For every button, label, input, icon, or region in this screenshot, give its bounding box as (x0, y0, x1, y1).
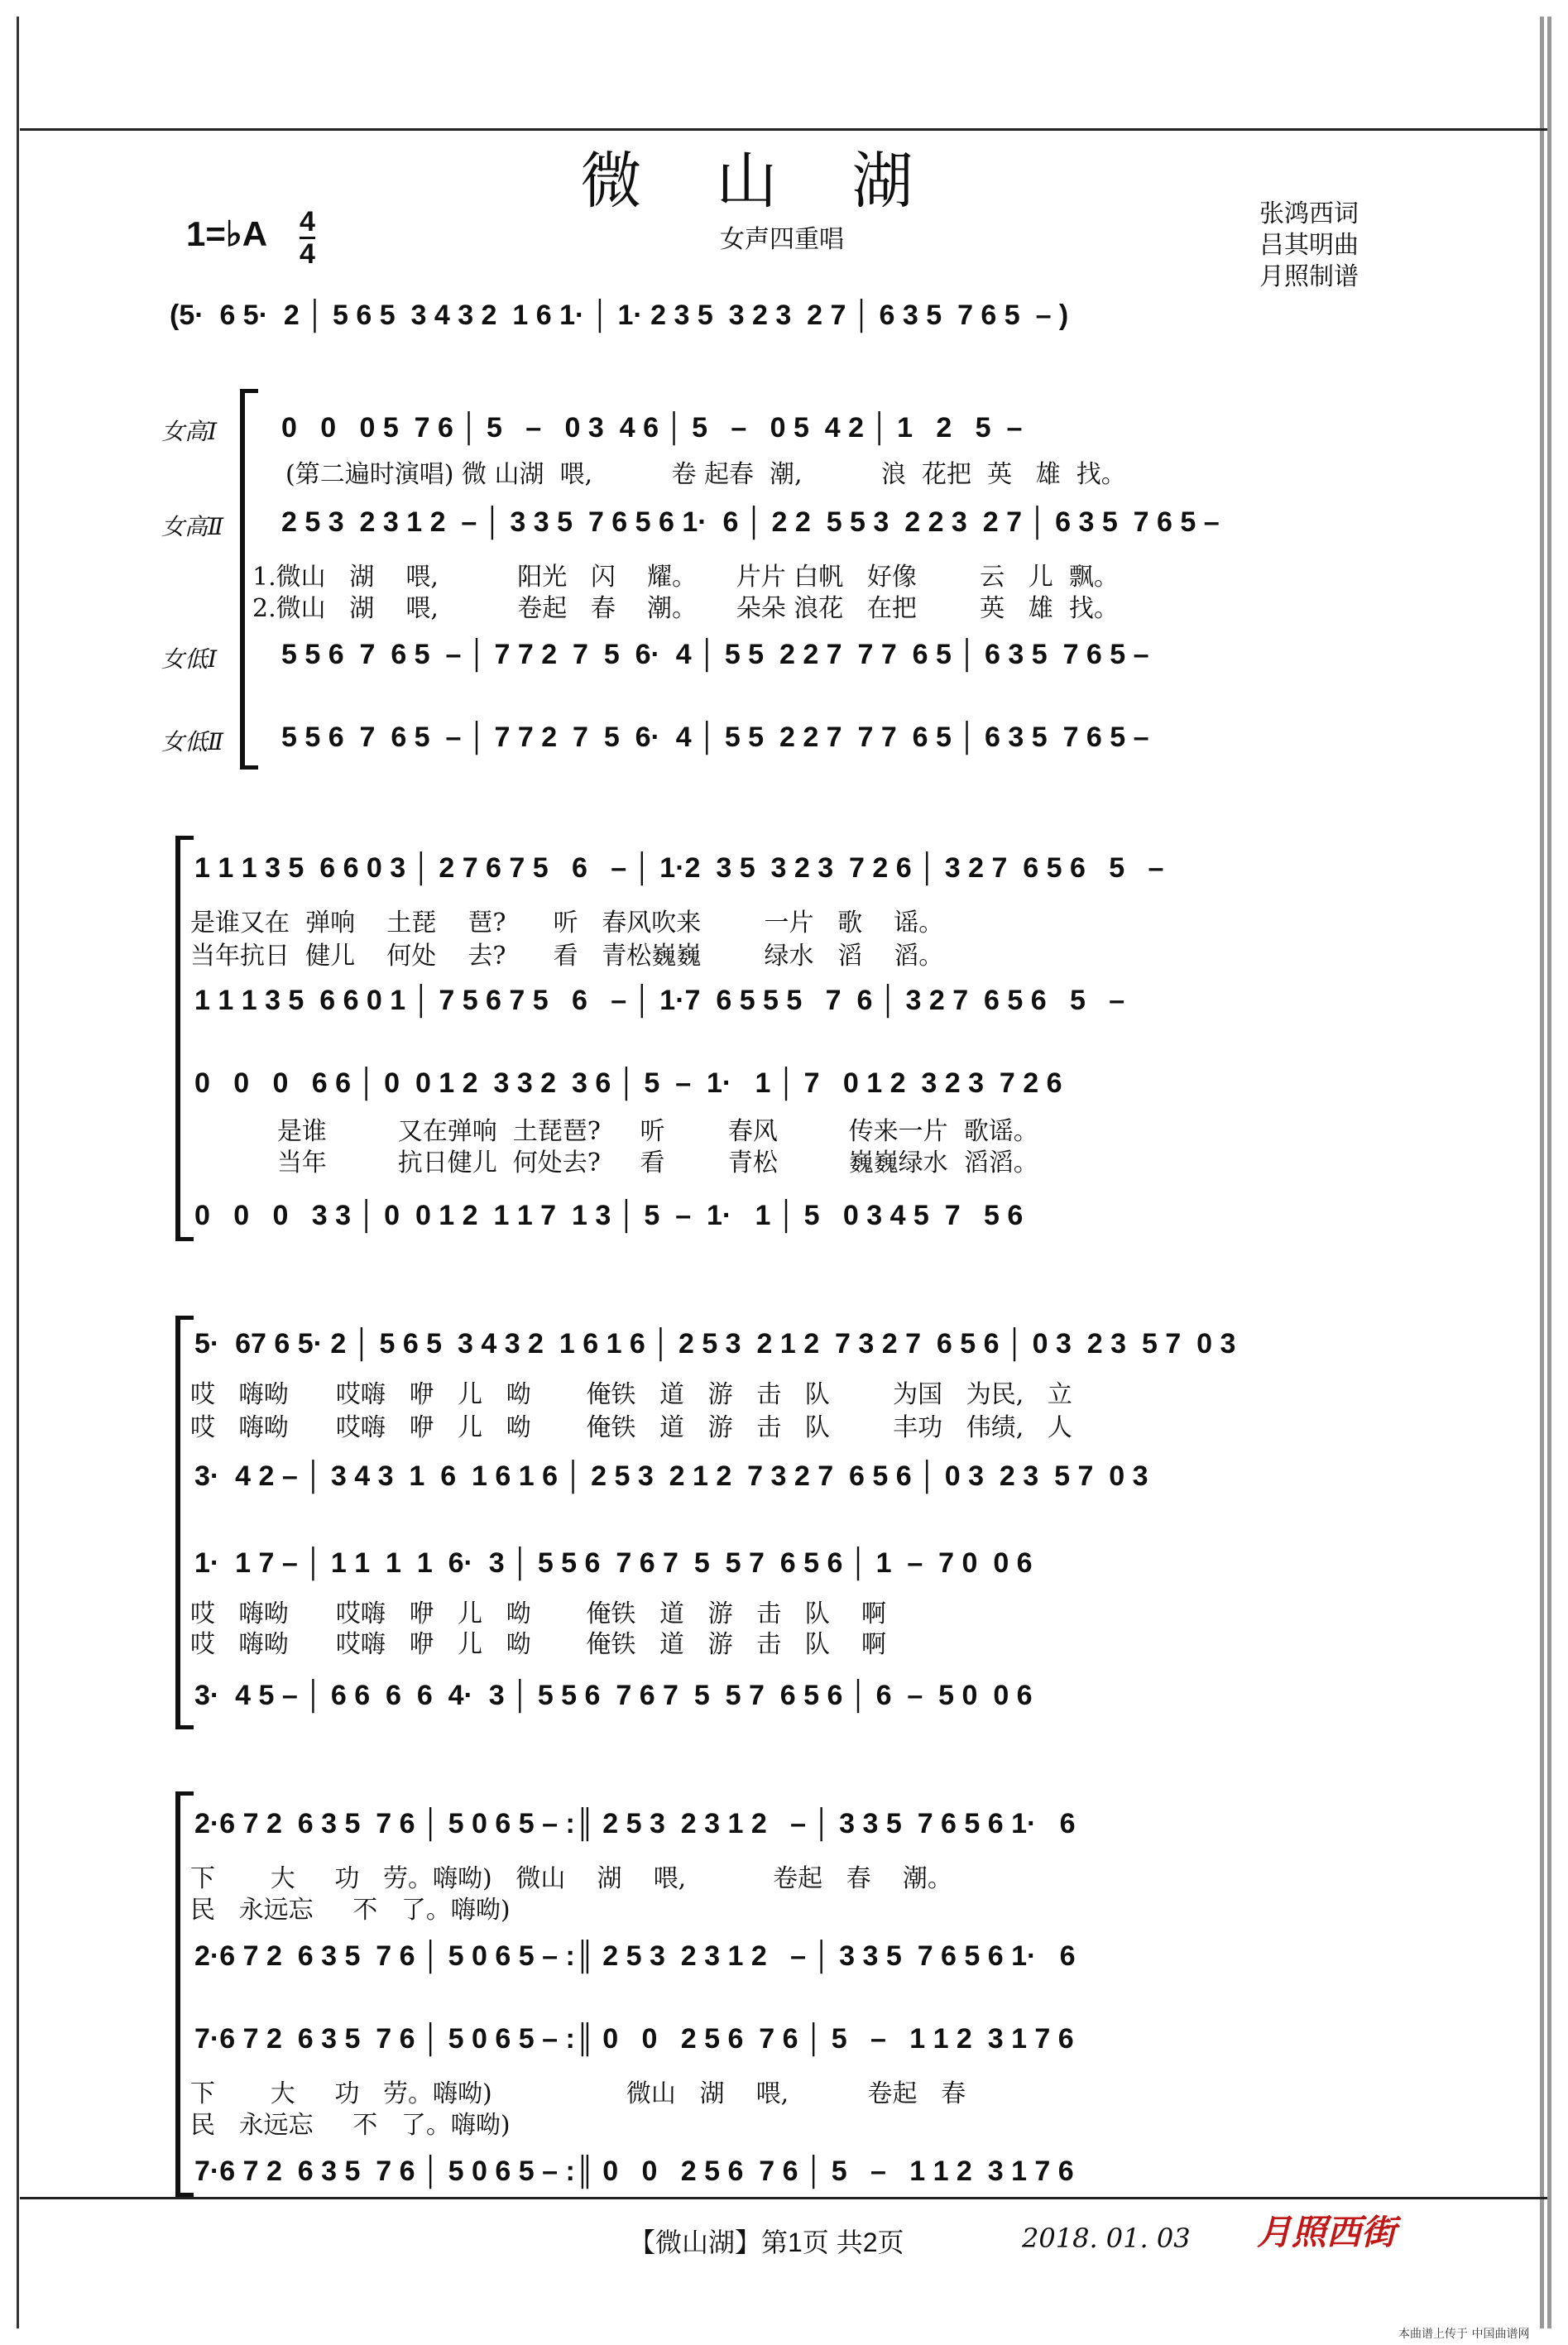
s4-alto1-lyrics-1: 下 大 功 劳。嗨呦) 微山 湖 喂, 卷起 春 (190, 2079, 966, 2108)
system2-bracket (175, 836, 189, 1241)
composer: 吕其明曲 (1259, 231, 1359, 260)
s2-alto1-lyrics-1: 是谁 又在弹响 土琵琶? 听 春风 传来一片 歌谣。 (190, 1117, 1038, 1146)
s3-alto1-notes: 1· 1 7 – │ 1 1 1 1 6· 3 │ 5 5 6 7 6 7 5 5 7 6 5 6 │ 1 – 7 0 0 6 (194, 1547, 1033, 1579)
s4-soprano2-notes: 2·6 7 2 6 3 5 7 6 │ 5 0 6 5 – :║ 2 5 3 2 3 1 2 – │ 3 3 5 7 6 5 6 1· 6 (194, 1940, 1076, 1972)
s2-lyrics-1: 是谁又在 弹响 土琵 琶? 听 春风吹来 一片 歌 谣。 (190, 909, 944, 938)
bottom-rule (20, 2197, 1547, 2199)
s4-lyrics-2: 民 永远忘 不 了。嗨呦) (190, 1896, 511, 1925)
top-rule (20, 128, 1547, 131)
system4-bracket (175, 1791, 189, 2197)
date: 2018. 01. 03 (1022, 2223, 1191, 2254)
s1-soprano2-lyrics-2: 2.微山 湖 喂, 卷起 春 潮。 朵朵 浪花 在把 英 雄 找。 (252, 594, 1119, 623)
s4-lyrics-1: 下 大 功 劳。嗨呦) 微山 湖 喂, 卷起 春 潮。 (190, 1864, 952, 1893)
transcriber: 月照制谱 (1259, 262, 1359, 291)
s1-alto2-notes: 5 5 6 7 6 5 – │ 7 7 2 7 5 6· 4 │ 5 5 2 2 7 7 7 6 5 │ 6 3 5 7 6 5 – (281, 722, 1149, 753)
s1-soprano2-notes: 2 5 3 2 3 1 2 – │ 3 3 5 7 6 5 6 1· 6 │ 2 2 5 5 3 2 2 3 2 7 │ 6 3 5 7 6 5 – (281, 506, 1220, 538)
s3-alto2-notes: 3· 4 5 – │ 6 6 6 6 4· 3 │ 5 5 6 7 6 7 5 5 7 6 5 6 │ 6 – 5 0 0 6 (194, 1680, 1033, 1711)
s2-soprano1-notes: 1 1 1 3 5 6 6 0 3 │ 2 7 6 7 5 6 – │ 1·2 3 5 3 2 3 7 2 6 │ 3 2 7 6 5 6 5 – (194, 852, 1164, 884)
s1-soprano1-notes: 0 0 0 5 7 6 │ 5 – 0 3 4 6 │ 5 – 0 5 4 2 │ 1 2 5 – (281, 412, 1023, 444)
s1-soprano1-lyrics: (第二遍时演唱) 微 山湖 喂, 卷 起春 潮, 浪 花把 英 雄 找。 (285, 460, 1126, 489)
s4-alto2-notes: 7·6 7 2 6 3 5 7 6 │ 5 0 6 5 – :║ 0 0 2 5 6 7 6 │ 5 – 1 1 2 3 1 7 6 (194, 2156, 1074, 2187)
s2-alto1-notes: 0 0 0 6 6 │ 0 0 1 2 3 3 2 3 6 │ 5 – 1· 1 │ 7 0 1 2 3 2 3 7 2 6 (194, 1067, 1062, 1099)
s4-soprano1-notes: 2·6 7 2 6 3 5 7 6 │ 5 0 6 5 – :║ 2 5 3 2 3 1 2 – │ 3 3 5 7 6 5 6 1· 6 (194, 1808, 1076, 1839)
time-signature (300, 207, 315, 269)
page-title: 微山湖 (580, 146, 988, 217)
credits (1259, 199, 1359, 293)
subtitle: 女声四重唱 (720, 225, 844, 254)
s3-lyrics-1: 哎 嗨呦 哎嗨 咿 儿 呦 俺铁 道 游 击 队 为国 为民, 立 (190, 1380, 1072, 1409)
s2-alto2-notes: 0 0 0 3 3 │ 0 0 1 2 1 1 7 1 3 │ 5 – 1· 1 │ 5 0 3 4 5 7 5 6 (194, 1200, 1024, 1231)
voice-label-alto1: 女低Ⅰ (161, 645, 218, 673)
s2-lyrics-2: 当年抗日 健儿 何处 去? 看 青松巍巍 绿水 滔 滔。 (190, 942, 944, 971)
logo: 月照西街 (1256, 2212, 1396, 2252)
meter-bottom: 4 (300, 238, 315, 270)
s3-alto1-lyrics-2: 哎 嗨呦 哎嗨 咿 儿 呦 俺铁 道 游 击 队 啊 (190, 1630, 886, 1659)
s3-soprano2-notes: 3· 4 2 – │ 3 4 3 1 6 1 6 1 6 │ 2 5 3 2 1 2 7 3 2 7 6 5 6 │ 0 3 2 3 5 7 0 3 (194, 1460, 1148, 1492)
s2-alto1-lyrics-2: 当年 抗日健儿 何处去? 看 青松 巍巍绿水 滔滔。 (190, 1149, 1038, 1177)
system3-bracket (175, 1316, 189, 1729)
lyricist: 张鸿西词 (1259, 199, 1359, 228)
voice-label-soprano1: 女高Ⅰ (161, 418, 218, 445)
page-indicator: 【微山湖】第1页 共2页 (629, 2228, 904, 2257)
upload-note: 本曲谱上传于 中国曲谱网 (1398, 2328, 1530, 2341)
key-signature: 1=♭A (186, 214, 268, 253)
s3-soprano1-notes: 5· 67 6 5· 2 │ 5 6 5 3 4 3 2 1 6 1 6 │ 2 5 3 2 1 2 7 3 2 7 6 5 6 │ 0 3 2 3 5 7 0 3 (194, 1328, 1236, 1360)
s4-alto1-lyrics-2: 民 永远忘 不 了。嗨呦) (190, 2111, 511, 2140)
system1-bracket (240, 389, 253, 770)
voice-label-alto2: 女低Ⅱ (161, 728, 224, 755)
s2-soprano2-notes: 1 1 1 3 5 6 6 0 1 │ 7 5 6 7 5 6 – │ 1·7 6 5 5 5 7 6 │ 3 2 7 6 5 6 5 – (194, 985, 1125, 1016)
intro-line: (5· 6 5· 2 │ 5 6 5 3 4 3 2 1 6 1· │ 1· 2 3 5 3 2 3 2 7 │ 6 3 5 7 6 5 – ) (170, 300, 1069, 331)
s3-alto1-lyrics-1: 哎 嗨呦 哎嗨 咿 儿 呦 俺铁 道 游 击 队 啊 (190, 1599, 886, 1628)
s1-alto1-notes: 5 5 6 7 6 5 – │ 7 7 2 7 5 6· 4 │ 5 5 2 2 7 7 7 6 5 │ 6 3 5 7 6 5 – (281, 639, 1149, 670)
s4-alto1-notes: 7·6 7 2 6 3 5 7 6 │ 5 0 6 5 – :║ 0 0 2 5 6 7 6 │ 5 – 1 1 2 3 1 7 6 (194, 2023, 1074, 2055)
meter-top: 4 (300, 206, 315, 237)
s3-lyrics-2: 哎 嗨呦 哎嗨 咿 儿 呦 俺铁 道 游 击 队 丰功 伟绩, 人 (190, 1413, 1072, 1442)
voice-label-soprano2: 女高Ⅱ (161, 513, 224, 540)
s1-soprano2-lyrics-1: 1.微山 湖 喂, 阳光 闪 耀。 片片 白帆 好像 云 儿 飘。 (252, 563, 1119, 592)
